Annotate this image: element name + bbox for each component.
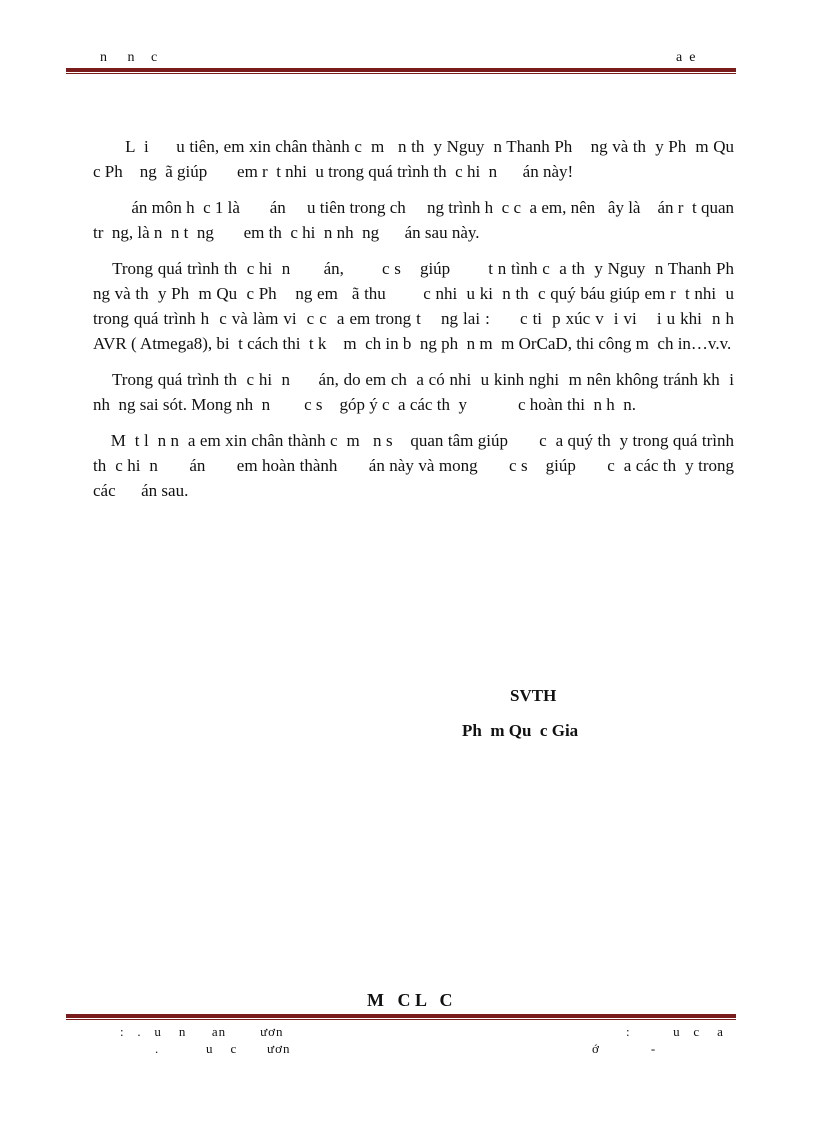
acknowledgement-body	[93, 134, 752, 514]
paragraph-5: M t l n n a em xin chân thành c m n s quan tâm giúp c a quý th y trong quá trình th c hi n án em hoàn thành án này và mong c s giúp c a các th y trong các án sau.	[93, 431, 739, 500]
header-rule-thick	[66, 68, 736, 72]
paragraph-1: L i u tiên, em xin chân thành c m n th y Nguy n Thanh Ph ng và th y Ph m Qu c Ph ng ã giúp em r t nhi u trong quá trình th c hi n án này!	[93, 137, 743, 181]
header-right-text: a e	[676, 50, 696, 65]
signature-name: Ph m Qu c Gia	[462, 721, 579, 740]
signature-role: SVTH	[510, 686, 557, 705]
paragraph-3: Trong quá trình th c hi n án, c s giúp t n tình c a th y Nguy n Thanh Ph ng và th y Ph m Qu c Ph ng em ã thu c nhi u ki n th c quý báu giúp em r t nhi u trong quá trình h c và làm vi c c a em trong t ng lai : c ti p xúc v i vi i u khi n h AVR ( Atmega8), bi t cách thi t k m ch in b ng ph n m m OrCaD, thi công m ch in…v.v.	[93, 259, 752, 353]
footer-line1-left: : . u n an ươn	[120, 1024, 284, 1039]
header-left-text: n n c	[100, 50, 158, 65]
toc-title: M C L C	[367, 990, 453, 1010]
paragraph-2: án môn h c 1 là án u tiên trong ch ng trình h c c a em, nên ây là án r t quan tr ng, là n n t ng em th c hi n nh ng án sau này.	[93, 198, 739, 242]
footer-line2-left: . u c ươn	[155, 1041, 291, 1056]
footer-line1-right: : u c a	[626, 1024, 724, 1039]
footer-line2-right: ớ -	[592, 1041, 657, 1056]
header-rule-thin	[66, 73, 736, 74]
paragraph-4: Trong quá trình th c hi n án, do em ch a có nhi u kinh nghi m nên không tránh kh i nh ng sai sót. Mong nh n c s góp ý c a các th y c hoàn thi n h n.	[93, 370, 739, 414]
footer-rule-thin	[66, 1019, 736, 1020]
footer-rule-thick	[66, 1014, 736, 1018]
